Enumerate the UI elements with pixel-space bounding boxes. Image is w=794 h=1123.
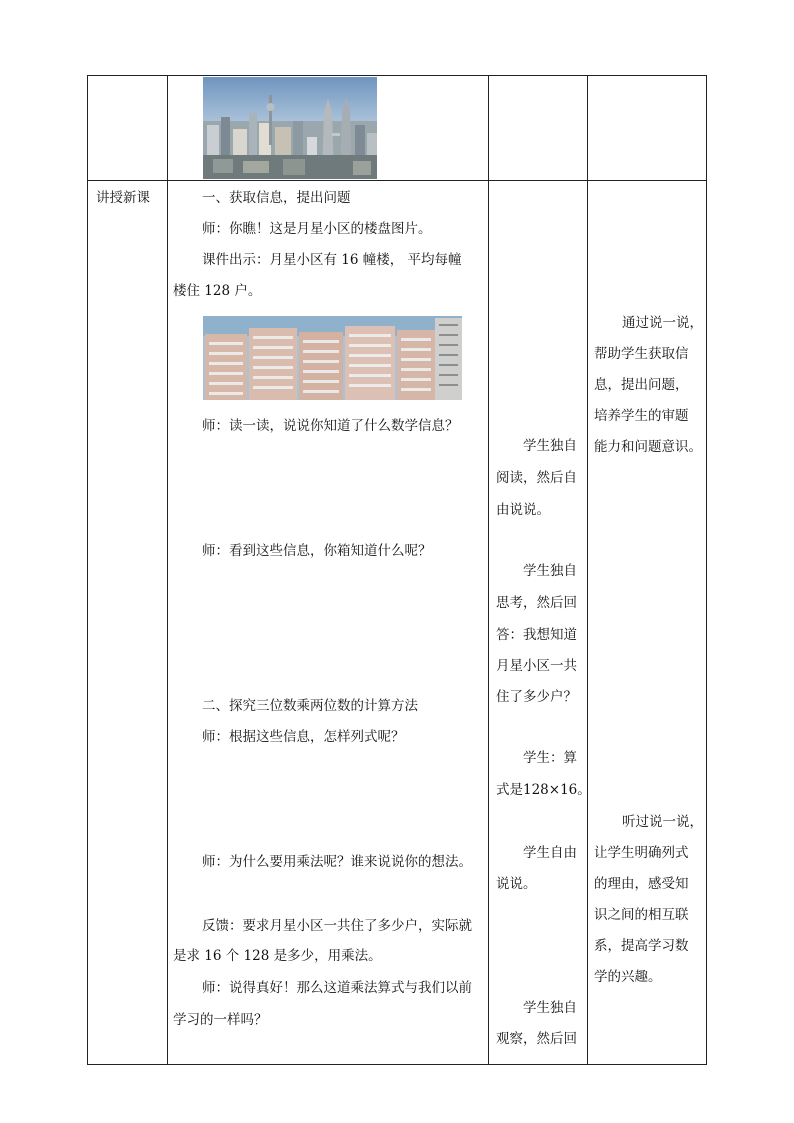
teacher-line: 师：看到这些信息，你箱知道什么呢？: [202, 543, 432, 559]
student-line: 学生独自: [523, 438, 577, 454]
teacher-line: 师：读一读，说说你知道了什么数学信息？: [202, 418, 459, 434]
col-divider-1: [167, 75, 168, 1065]
table-left-border: [87, 75, 88, 1065]
table-bottom-border: [87, 1064, 707, 1065]
teacher-line: 师：说得真好！那么这道乘法算式与我们以前: [202, 980, 472, 996]
intent-line: 识之间的相互联: [594, 907, 689, 923]
col-divider-3: [587, 75, 588, 1065]
student-line: 答：我想知道: [496, 627, 577, 643]
intent-line: 让学生明确列式: [594, 845, 689, 861]
teacher-line: 师：为什么要用乘法呢？谁来说说你的想法。: [202, 854, 472, 870]
teacher-line: 师：你瞧！这是月星小区的楼盘图片。: [202, 221, 432, 237]
student-line: 由说说。: [496, 502, 550, 518]
student-line: 学生：算: [523, 750, 577, 766]
row-divider: [87, 180, 707, 181]
student-line: 学生独自: [523, 563, 577, 579]
intent-line: 能力和问题意识。: [594, 439, 702, 455]
teacher-line: 楼住 128 户。: [173, 283, 262, 299]
intent-line: 帮助学生获取信: [594, 346, 689, 362]
section-2-title: 二、探究三位数乘两位数的计算方法: [202, 698, 418, 714]
student-line: 住了多少户？: [496, 689, 577, 705]
intent-line: 通过说一说，: [622, 315, 703, 331]
student-line: 学生独自: [523, 1000, 577, 1016]
teacher-line: 学习的一样吗？: [173, 1012, 268, 1028]
student-line: 式是128×16。: [496, 782, 591, 798]
teacher-line: 反馈：要求月星小区一共住了多少户，实际就: [202, 918, 472, 934]
teacher-line: 是求 16 个 128 是多少，用乘法。: [173, 948, 382, 964]
student-line: 阅读，然后自: [496, 470, 577, 486]
student-line: 月星小区一共: [496, 658, 577, 674]
section-1-title: 一、获取信息，提出问题: [202, 190, 351, 206]
intent-line: 培养学生的审题: [594, 408, 689, 424]
table-top-border: [87, 75, 707, 76]
teacher-line: 课件出示：月星小区有 16 幢楼， 平均每幢: [202, 252, 462, 268]
teacher-line: 师：根据这些信息，怎样列式呢？: [202, 729, 405, 745]
student-line: 说说。: [496, 876, 537, 892]
student-line: 学生自由: [523, 845, 577, 861]
intent-line: 系，提高学习数: [594, 938, 689, 954]
city-skyline-image: [203, 77, 377, 179]
col-divider-2: [488, 75, 489, 1065]
intent-line: 听过说一说，: [622, 814, 703, 830]
table-right-border: [706, 75, 707, 1065]
student-line: 思考，然后回: [496, 595, 577, 611]
student-line: 观察，然后回: [496, 1031, 577, 1047]
apartment-buildings-image: [203, 316, 462, 400]
intent-line: 的理由，感受知: [594, 876, 689, 892]
intent-line: 息，提出问题，: [594, 377, 689, 393]
section-label: 讲授新课: [96, 190, 150, 206]
intent-line: 学的兴趣。: [594, 969, 662, 985]
